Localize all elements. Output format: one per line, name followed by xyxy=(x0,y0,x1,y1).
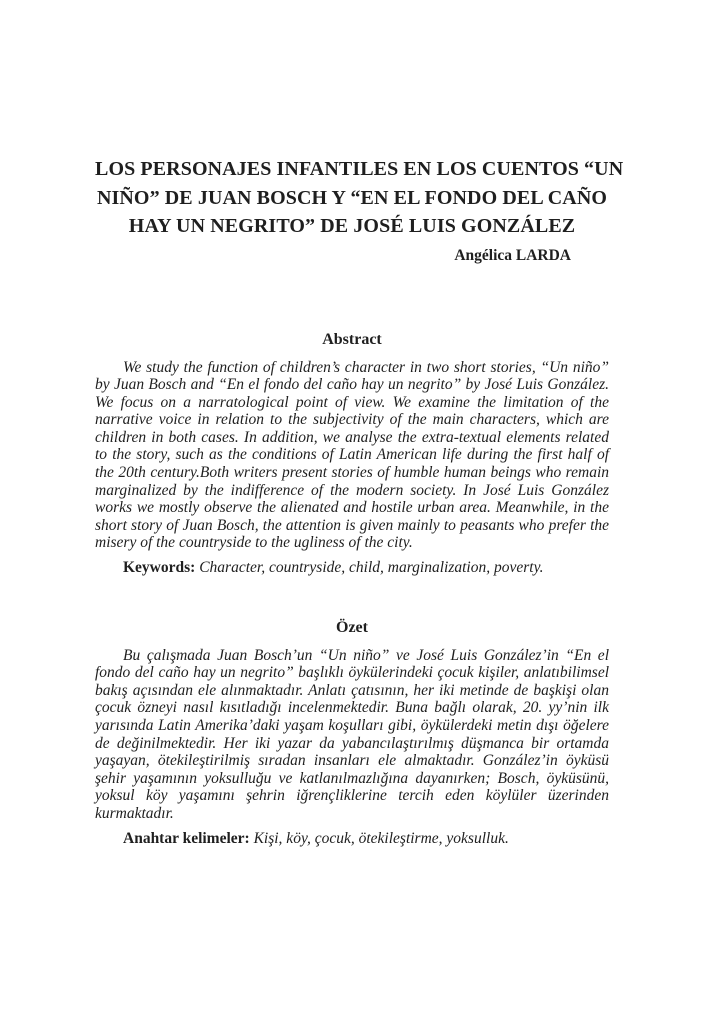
paper-title-line-1: LOS PERSONAJES INFANTILES EN LOS CUENTOS “UN xyxy=(95,158,624,180)
ozet-heading: Özet xyxy=(336,618,368,636)
ozet-text: Bu çalışmada Juan Bosch’un “Un niño” ve José Luis González’in “En el fondo del caño hay un negrito” başlıklı öykülerindeki çocuk kişiler, anlatıbilimsel bakış açısından ele alınmaktadır. Anlatı çatısının, her iki metinde de başkişi olan çocuk özneyi nasıl kısıtladığı incelenmektedir. Buna bağlı olarak, 20. yy’nin ilk yarısında Latin Amerika’daki yaşam koşulları gibi, öykülerdeki metin dışı öğelere de değinilmektedir. Her iki yazar da yabancılaştırılmış düşmanca bir ortamda yaşayan, ötekileştirilmiş sıradan insanları ele almaktadır. González’in öyküsü şehir yaşamının yoksulluğu ve katlanılmazlığına dayanırken; Bosch, öyküsünü, yoksul köy yaşamını şehrin iğrençliklerine tercih eden köylüler üzerinden kurmaktadır. xyxy=(95,646,609,822)
author-name: Angélica LARDA xyxy=(454,246,571,264)
abstract-keywords-value: Character, countryside, child, marginalization, poverty. xyxy=(199,559,544,577)
abstract-keywords-label: Keywords: xyxy=(123,559,196,577)
ozet-section xyxy=(95,619,609,848)
abstract-text: We study the function of children’s character in two short stories, “Un niño” by Juan Bosch and “En el fondo del caño hay un negrito” by José Luis González. We focus on a narratological point of view. We examine the limitation of the narrative voice in relation to the subjectivity of the main characters, which are children in both cases. In addition, we analyse the extra-textual elements related to the story, such as the conditions of Latin American life during the first half of the 20th century.Both writers present stories of humble human beings who remain marginalized by the indifference of the modern society. In José Luis González works we mostly observe the alienated and hostile urban area. Meanwhile, in the short story of Juan Bosch, the attention is given mainly to peasants who prefer the misery of the countryside to the ugliness of the city. xyxy=(95,358,609,552)
ozet-keywords-line xyxy=(95,830,609,848)
ozet-keywords-value: Kişi, köy, çocuk, ötekileştirme, yoksulluk. xyxy=(253,829,509,847)
abstract-section xyxy=(95,331,609,577)
ozet-keywords-label: Anahtar kelimeler: xyxy=(123,829,250,847)
paper-title xyxy=(95,0,624,241)
paper-title-line-2: NIÑO” DE JUAN BOSCH Y “EN EL FONDO DEL CAÑO xyxy=(96,186,608,209)
abstract-keywords-line xyxy=(95,559,609,577)
page-content xyxy=(95,0,624,847)
abstract-heading: Abstract xyxy=(322,330,382,348)
paper-title-line-3: HAY UN NEGRITO” DE JOSÉ LUIS GONZÁLEZ xyxy=(128,215,576,237)
